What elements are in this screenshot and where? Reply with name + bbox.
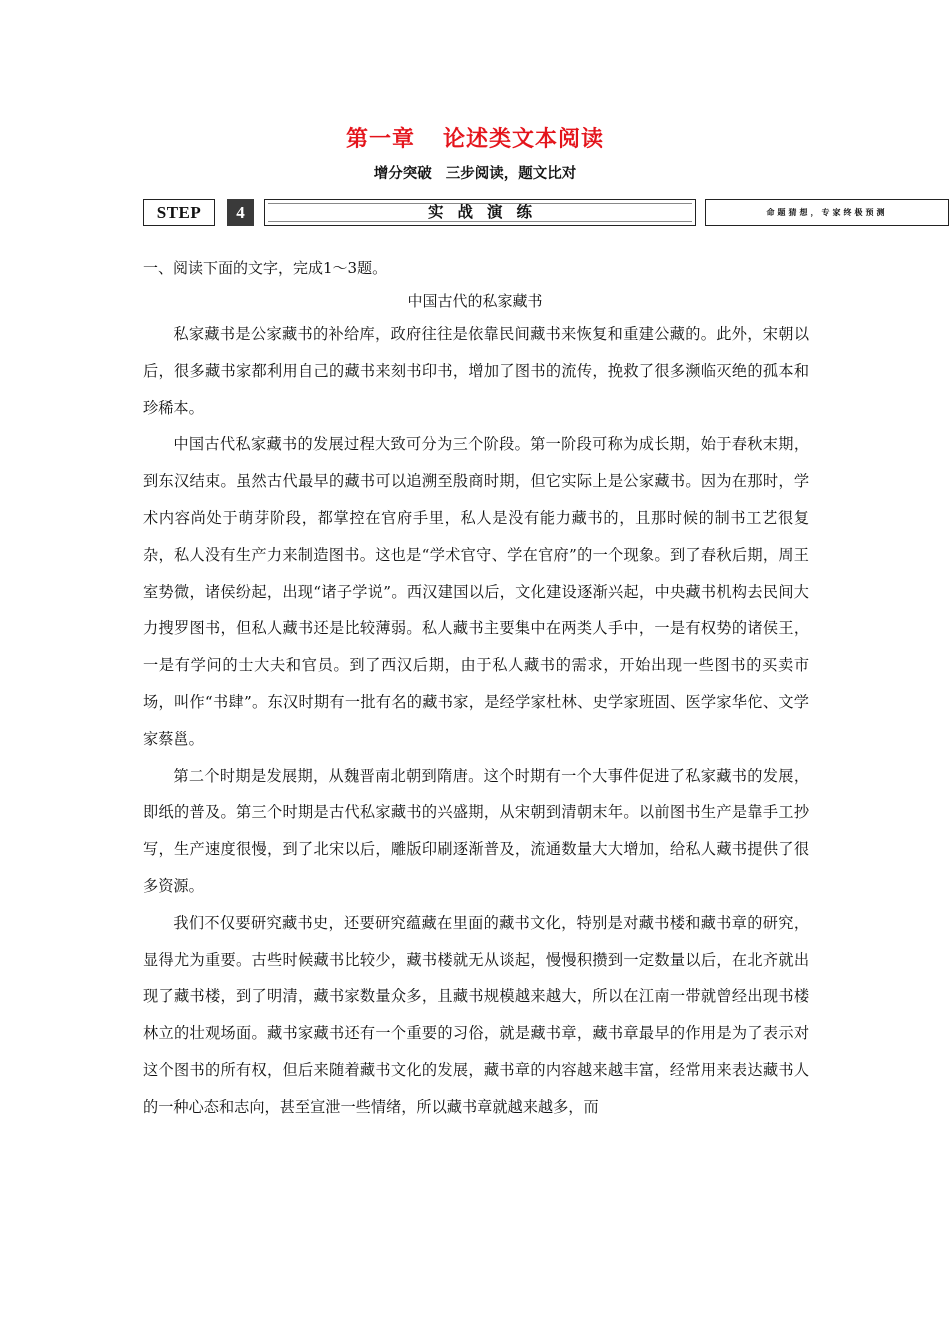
paragraph: 我们不仅要研究藏书史，还要研究蕴藏在里面的藏书文化，特别是对藏书楼和藏书章的研究，显得尤为重要。古些时候藏书比较少，藏书楼就无从谈起，慢慢积攒到一定数量以后，在北齐就出现了藏书楼，到了明清，藏书家数量众多，且藏书规模越来越大，所以在江南一带就曾经出现书楼林立的壮观场面。藏书家藏书还有一个重要的习俗，就是藏书章，藏书章最早的作用是为了表示对这个图书的所有权，但后来随着藏书文化的发展，藏书章的内容越来越丰富，经常用来表达藏书人的一种心态和志向，甚至宣泄一些情绪，所以藏书章就越来越多，而 [143,913,809,1116]
paragraph: 第二个时期是发展期，从魏晋南北朝到隋唐。这个时期有一个大事件促进了私家藏书的发展，即纸的普及。第三个时期是古代私家藏书的兴盛期，从宋朝到清朝末年。以前图书生产是靠手工抄写，生产速度很慢，到了北宋以后，雕版印刷逐渐普及，流通数量大大增加，给私人藏书提供了很多资源。 [143,766,809,895]
chapter-name: 论述类文本阅读 [443,127,605,152]
article-title: 中国古代的私家藏书 [407,292,543,310]
paragraph: 私家藏书是公家藏书的补给库，政府往往是依靠民间藏书来恢复和重建公藏的。此外，宋朝以后，很多藏书家都利用自己的藏书来刻书印书，增加了图书的流传，挽救了很多濒临灭绝的孤本和珍稀本。 [143,325,809,417]
article-body [143,316,809,1126]
chapter-number: 第一章 [345,127,415,152]
step-banner [143,199,888,229]
paragraph: 中国古代私家藏书的发展过程大致可分为三个阶段。第一阶段可称为成长期，始于春秋末期，到东汉结束。虽然古代最早的藏书可以追溯至殷商时期，但它实际上是公家藏书。因为在那时，学术内容尚处于萌芽阶段，都掌控在官府手里，私人是没有能力藏书的，且那时候的制书工艺很复杂，私人没有生产力来制造图书。这也是“学术官守、学在官府”的一个现象。到了春秋后期，周王室势微，诸侯纷起，出现“诸子学说”。西汉建国以后，文化建设逐渐兴起，中央藏书机构去民间大力搜罗图书，但私人藏书还是比较薄弱。私人藏书主要集中在两类人手中，一是有权势的诸侯王，一是有学问的士大夫和官员。到了西汉后期，由于私人藏书的需求，开始出现一些图书的买卖市场，叫作“书肆”。东汉时期有一批有名的藏书家，是经学家杜林、史学家班固、医学家华佗、文学家蔡邕。 [143,435,809,748]
subtitle-part-2: 三步阅读，题文比对 [445,166,577,182]
section-subtitle [0,162,950,183]
step-number-badge: 4 [227,199,254,226]
step-tip-box [705,199,949,226]
step-tip-text: 命题猜想，专家终极预测 [766,208,888,217]
step-name: 实战演练 [264,199,696,226]
question-intro: 一、阅读下面的文字，完成1～3题。 [143,259,388,277]
step-label: STEP [143,199,215,226]
chapter-title [0,122,950,153]
subtitle-part-1: 增分突破 [373,166,432,182]
